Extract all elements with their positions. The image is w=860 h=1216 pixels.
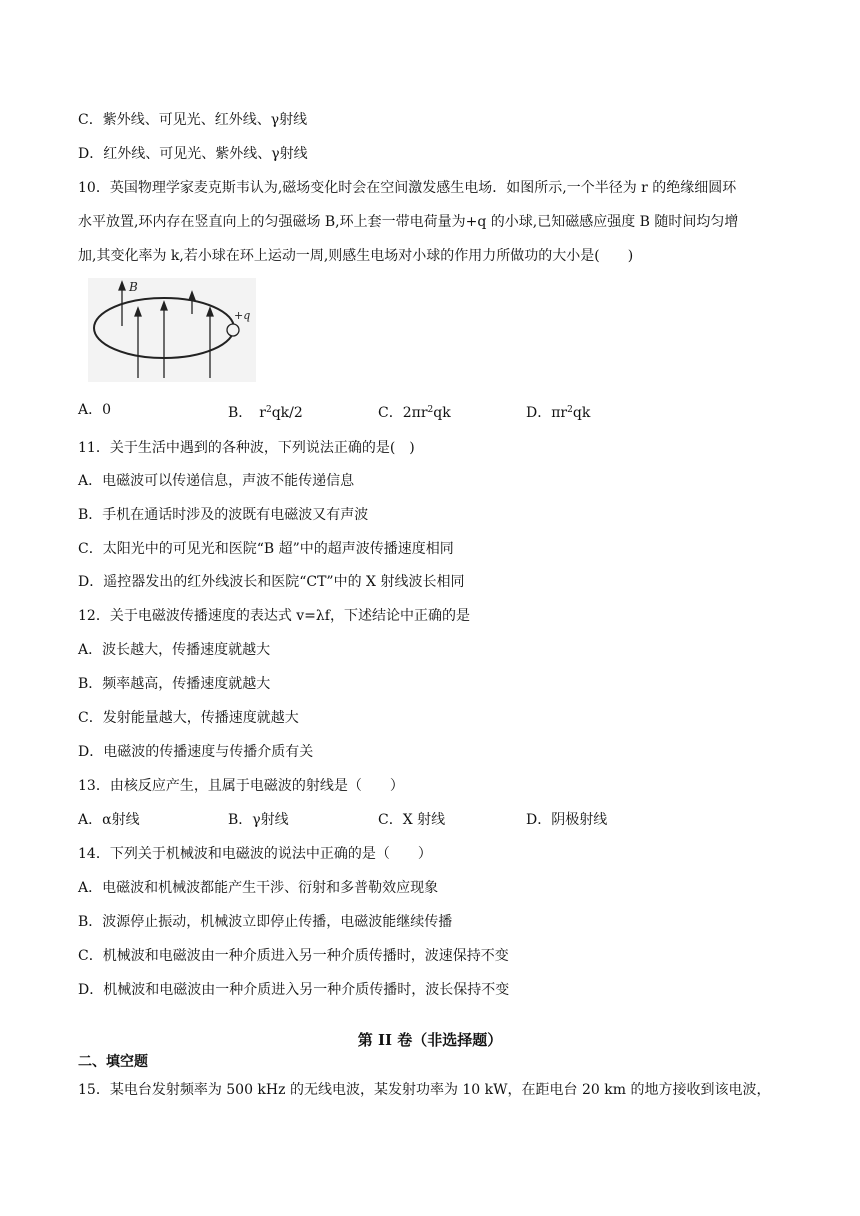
q10-option-d: D．$\pi r^2qk$	[526, 405, 591, 421]
q14-stem: 14．下列关于机械波和电磁波的说法中正确的是（ ）	[78, 846, 432, 862]
q10-options	[78, 400, 778, 420]
q13-option-a: A．α射线	[78, 812, 140, 828]
q14-option-a: A．电磁波和机械波都能产生干涉、衍射和多普勒效应现象	[78, 880, 439, 896]
q10-option-b: B． $r^2qk/2$	[228, 405, 303, 421]
q10-option-a: A．0	[78, 402, 112, 418]
q13-option-c: C．X 射线	[378, 812, 446, 828]
q13-option-b: B．γ射线	[228, 812, 289, 828]
q9-option-c: C．紫外线、可见光、红外线、γ射线	[78, 112, 308, 128]
q15-stem-line1: 15．某电台发射频率为 500 kHz 的无线电波，某发射功率为 10 kW，在距电台 20 km 的地方接收到该电波，	[78, 1082, 771, 1098]
q12-option-c: C．发射能量越大，传播速度就越大	[78, 710, 299, 726]
q12-option-b: B．频率越高，传播速度就越大	[78, 676, 271, 692]
q14-option-c: C．机械波和电磁波由一种介质进入另一种介质传播时，波速保持不变	[78, 948, 509, 964]
figure-label-q: +q	[234, 309, 251, 322]
q12-stem: 12．关于电磁波传播速度的表达式 v=λf，下述结论中正确的是	[78, 608, 470, 624]
subsection-title: 二、填空题	[78, 1054, 148, 1070]
q11-option-c: C．太阳光中的可见光和医院“B 超”中的超声波传播速度相同	[78, 541, 454, 557]
q9-option-d: D．红外线、可见光、紫外线、γ射线	[78, 146, 308, 162]
q10-stem-line1: 10．英国物理学家麦克斯韦认为,磁场变化时会在空间激发感生电场．如图所示,一个半径为 r 的绝缘细圆环	[78, 180, 737, 196]
q13-options	[78, 810, 778, 830]
q13-stem: 13．由核反应产生，且属于电磁波的射线是（ ）	[78, 778, 404, 794]
q10-stem-line3: 加,其变化率为 k,若小球在环上运动一周,则感生电场对小球的作用力所做功的大小是( )	[78, 248, 634, 264]
q14-option-b: B．波源停止振动，机械波立即停止传播，电磁波能继续传播	[78, 914, 453, 930]
q14-option-d: D．机械波和电磁波由一种介质进入另一种介质传播时，波长保持不变	[78, 982, 510, 998]
q11-option-d: D．遥控器发出的红外线波长和医院“CT”中的 X 射线波长相同	[78, 574, 465, 590]
q10-stem-line2: 水平放置,环内存在竖直向上的匀强磁场 B,环上套一带电荷量为+q 的小球,已知磁感应强度 B 随时间均匀增	[78, 214, 739, 230]
q10-ring-figure	[88, 278, 256, 382]
section-title: 第 II 卷（非选择题）	[357, 1031, 503, 1049]
q11-option-b: B．手机在通话时涉及的波既有电磁波又有声波	[78, 507, 369, 523]
q11-stem: 11．关于生活中遇到的各种波，下列说法正确的是( )	[78, 440, 415, 456]
q10-option-c: C．$2\pi r^2qk$	[378, 405, 451, 421]
q12-option-a: A．波长越大，传播速度就越大	[78, 642, 271, 658]
figure-label-b: B	[129, 280, 138, 294]
q13-option-d: D．阴极射线	[526, 812, 608, 828]
q12-option-d: D．电磁波的传播速度与传播介质有关	[78, 744, 314, 760]
q11-option-a: A．电磁波可以传递信息，声波不能传递信息	[78, 473, 355, 489]
